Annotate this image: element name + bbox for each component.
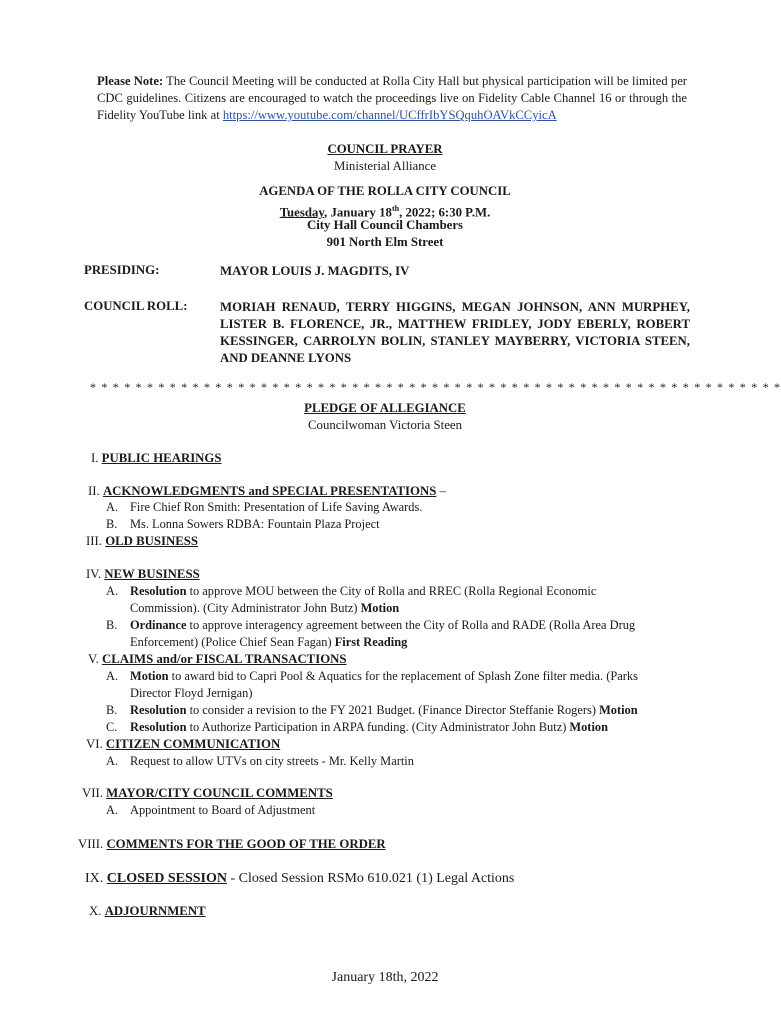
council-roll-value: MORIAH RENAUD, TERRY HIGGINS, MEGAN JOHNSON, ANN MURPHEY, LISTER B. FLORENCE, JR., MATTHEW FRIDLEY, JODY EBERLY, ROBERT KESSINGER, CARROLYN BOLIN, STANLEY MAYBERRY, VICTORIA STEEN, AND DEANNE LYONS: [220, 300, 690, 365]
section-closed-session: [85, 870, 514, 887]
item-text-cont: Commission). (City Administrator John Butz): [130, 601, 361, 615]
section-new-business: [86, 566, 200, 583]
section-title: NEW BUSINESS: [104, 567, 200, 581]
item-action: Motion: [599, 703, 638, 717]
section-acknowledgments: [88, 483, 446, 500]
section-number: VI.: [86, 737, 103, 751]
section-title: MAYOR/CITY COUNCIL COMMENTS: [106, 786, 333, 800]
section-title: CITIZEN COMMUNICATION: [105, 737, 281, 751]
section-title: CLOSED SESSION: [106, 871, 227, 886]
item-letter: B.: [106, 517, 118, 531]
section-old-business: [86, 533, 198, 550]
section-number: III.: [86, 534, 102, 548]
list-item: [106, 668, 706, 702]
section-title: ADJOURNMENT: [104, 904, 206, 918]
item-letter: A.: [106, 584, 119, 598]
section-number: IV.: [86, 567, 102, 581]
section-adjournment: [89, 903, 206, 920]
presiding-value: MAYOR LOUIS J. MAGDITS, IV: [220, 264, 410, 278]
item-text: Fire Chief Ron Smith: Presentation of Life Saving Awards.: [130, 500, 423, 514]
presiding-label: PRESIDING:: [84, 263, 160, 277]
item-text-cont: Director Floyd Jernigan): [130, 686, 253, 700]
section-title: CLAIMS and/or FISCAL TRANSACTIONS: [102, 652, 347, 666]
meeting-note: [97, 73, 687, 124]
star-divider: * * * * * * * * * * * * * * * * * * * * * * * * * * * * * * * * * * * * * * * * * * * * * * * * * * * * * * * * * * * * *: [90, 380, 781, 394]
agenda-location: City Hall Council Chambers: [306, 218, 464, 232]
item-letter: A.: [106, 669, 119, 683]
item-action: Motion: [360, 601, 400, 615]
item-kind: Resolution: [130, 584, 187, 598]
section-good-of-order: [78, 836, 386, 853]
section-title: COMMENTS FOR THE GOOD OF THE ORDER: [106, 837, 386, 851]
youtube-link[interactable]: https://www.youtube.com/channel/UCffrIbYSQquhOAVkCCyicA: [222, 108, 557, 122]
agenda-date-day: Tuesday: [279, 205, 325, 220]
section-number: V.: [88, 652, 99, 666]
section-number: I.: [91, 451, 99, 465]
section-number: IX.: [85, 871, 104, 886]
council-roll-label: COUNCIL ROLL:: [84, 299, 188, 313]
item-letter: B.: [106, 703, 118, 717]
agenda-date-sup: th: [391, 204, 400, 213]
item-text: Ms. Lonna Sowers RDBA: Fountain Plaza Project: [130, 517, 380, 531]
agenda-date-tail: , 2022; 6:30 P.M.: [399, 205, 491, 220]
list-item: [106, 583, 706, 617]
item-text: Request to allow UTVs on city streets - Mr. Kelly Martin: [130, 754, 414, 768]
item-text: to Authorize Participation in ARPA funding. (City Administrator John Butz): [186, 720, 570, 734]
item-letter: C.: [106, 720, 118, 734]
item-text-cont: Enforcement) (Police Chief Sean Fagan): [130, 635, 335, 649]
agenda-date-rest: , January 18: [324, 205, 392, 220]
pledge-by: Councilwoman Victoria Steen: [308, 418, 462, 432]
section-suffix: –: [436, 484, 446, 498]
agenda-address: 901 North Elm Street: [326, 235, 444, 249]
pledge-heading: PLEDGE OF ALLEGIANCE: [304, 401, 466, 415]
item-kind: Ordinance: [130, 618, 187, 632]
item-letter: A.: [106, 754, 119, 768]
section-mayor-council-comments: [82, 785, 333, 802]
section-citizen-communication: [86, 736, 280, 753]
section-suffix: - Closed Session RSMo 610.021 (1) Legal Actions: [227, 871, 515, 886]
item-action: First Reading: [334, 635, 408, 649]
item-text: to approve MOU between the City of Rolla and RREC (Rolla Regional Economic: [186, 584, 597, 598]
section-title: OLD BUSINESS: [105, 534, 199, 548]
item-text: Appointment to Board of Adjustment: [130, 803, 316, 817]
section-title: ACKNOWLEDGMENTS and SPECIAL PRESENTATIONS: [102, 484, 437, 498]
section-claims-fiscal: [88, 651, 347, 668]
item-kind: Resolution: [130, 720, 187, 734]
list-item: [106, 617, 706, 651]
item-letter: A.: [106, 500, 119, 514]
note-label: Please Note:: [97, 74, 164, 88]
agenda-title: AGENDA OF THE ROLLA CITY COUNCIL: [259, 184, 511, 198]
council-prayer-heading: COUNCIL PRAYER: [327, 142, 443, 156]
section-title: PUBLIC HEARINGS: [101, 451, 222, 465]
footer-date: January 18th, 2022: [331, 970, 439, 985]
item-kind: Motion: [130, 669, 169, 683]
item-text: to approve interagency agreement between the City of Rolla and RADE (Rolla Area Drug: [186, 618, 636, 632]
item-action: Motion: [569, 720, 608, 734]
item-letter: A.: [106, 803, 119, 817]
section-number: VII.: [82, 786, 103, 800]
council-prayer-by: Ministerial Alliance: [334, 159, 436, 173]
note-text: The Council Meeting will be conducted at Rolla City Hall but physical participation will be limited per CDC guidelines. Citizens are encouraged to watch the proceedings live on Fidelity Cable Channel 16 or through the Fidelity YouTube link at: [97, 74, 687, 122]
item-kind: Resolution: [130, 703, 187, 717]
section-public-hearings: [91, 450, 222, 467]
item-letter: B.: [106, 618, 118, 632]
item-text: to consider a revision to the FY 2021 Budget. (Finance Director Steffanie Rogers): [186, 703, 600, 717]
section-number: VIII.: [78, 837, 104, 851]
item-text: to award bid to Capri Pool & Aquatics for the replacement of Splash Zone filter media. (Parks: [168, 669, 638, 683]
section-number: II.: [88, 484, 100, 498]
section-number: X.: [89, 904, 102, 918]
